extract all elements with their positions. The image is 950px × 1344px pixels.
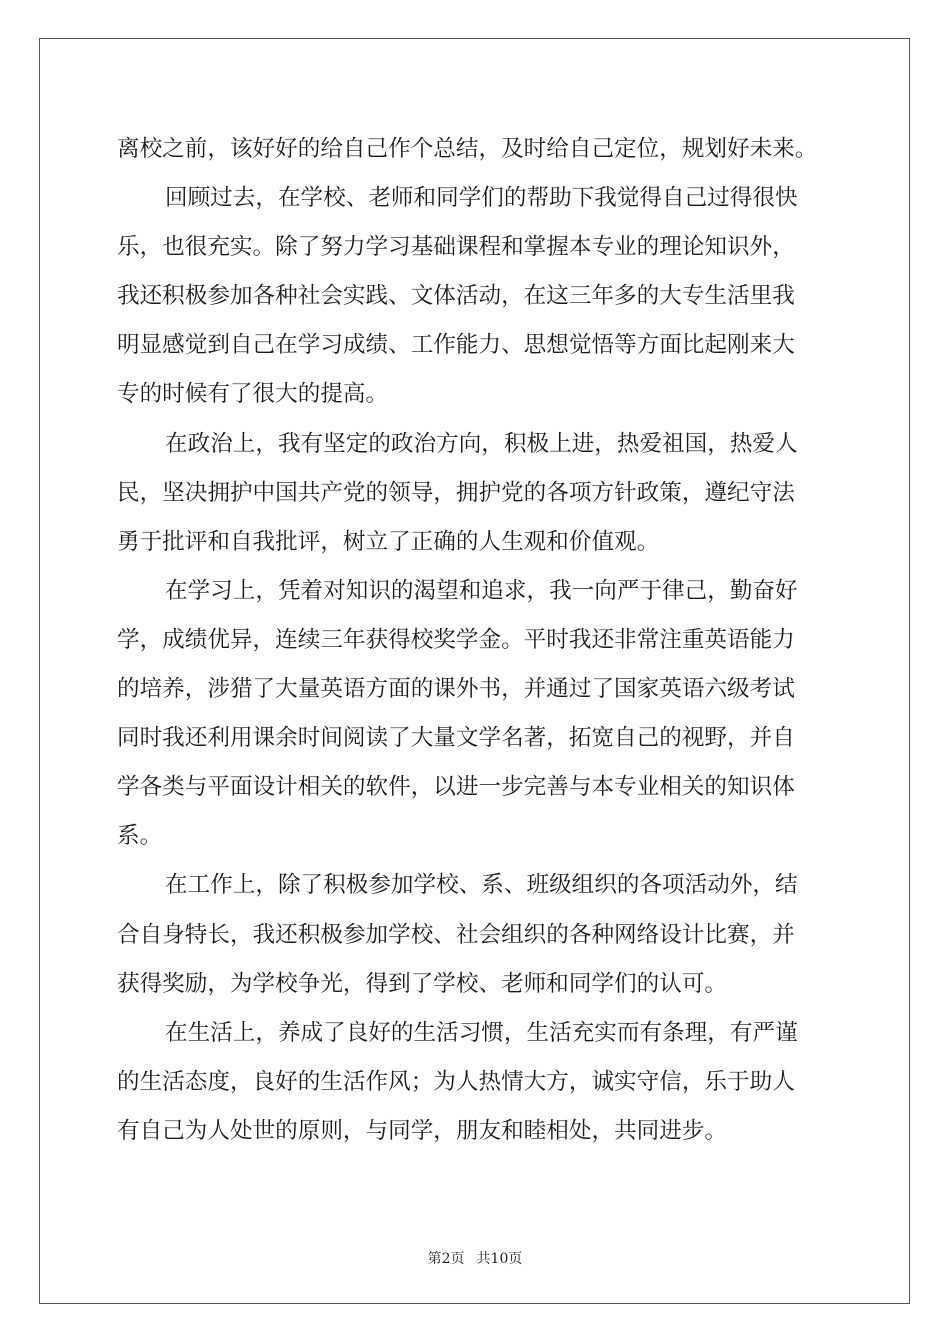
text-line: 我还积极参加各种社会实践、文体活动，在这三年多的大专生活里我	[117, 283, 795, 310]
text-line: 合自身特长，我还积极参加学校、社会组织的各种网络设计比赛，并	[117, 921, 795, 948]
text-line: 学各类与平面设计相关的软件，以进一步完善与本专业相关的知识体	[117, 774, 795, 801]
page-number: 第2页	[427, 1251, 465, 1267]
text-line: 同时我还利用课余时间阅读了大量文学名著，拓宽自己的视野，并自	[117, 725, 795, 752]
text-line: 离校之前，该好好的给自己作个总结，及时给自己定位，规划好未来。	[117, 136, 818, 162]
text-line: 勇于批评和自我批评，树立了正确的人生观和价值观。	[117, 528, 660, 555]
text-line: 明显感觉到自己在学习成绩、工作能力、思想觉悟等方面比起刚来大	[117, 332, 795, 359]
page-footer	[0, 1248, 950, 1268]
text-line: 在生活上，养成了良好的生活习惯，生活充实而有条理，有严谨	[165, 1019, 798, 1046]
text-line: 的生活态度，良好的生活作风；为人热情大方，诚实守信，乐于助人	[117, 1068, 795, 1095]
page-total: 共10页	[476, 1251, 523, 1267]
text-line: 在学习上，凭着对知识的渴望和追求，我一向严于律己，勤奋好	[165, 577, 798, 604]
text-line: 学，成绩优异，连续三年获得校奖学金。平时我还非常注重英语能力	[117, 626, 795, 653]
text-line: 获得奖励，为学校争光，得到了学校、老师和同学们的认可。	[117, 970, 728, 997]
text-line: 在工作上，除了积极参加学校、系、班级组织的各项活动外，结	[165, 872, 798, 899]
text-line: 在政治上，我有坚定的政治方向，积极上进，热爱祖国，热爱人	[165, 430, 798, 457]
text-line: 系。	[117, 823, 163, 850]
text-line: 有自己为人处世的原则，与同学，朋友和睦相处，共同进步。	[117, 1117, 728, 1144]
document-body	[117, 125, 862, 1156]
text-line: 专的时候有了很大的提高。	[117, 381, 389, 408]
text-line: 乐，也很充实。除了努力学习基础课程和掌握本专业的理论知识外，	[117, 234, 795, 261]
text-line: 民，坚决拥护中国共产党的领导，拥护党的各项方针政策，遵纪守法	[117, 479, 795, 506]
text-line: 的培养，涉猎了大量英语方面的课外书，并通过了国家英语六级考试	[117, 676, 795, 703]
text-line: 回顾过去，在学校、老师和同学们的帮助下我觉得自己过得很快	[165, 185, 798, 212]
